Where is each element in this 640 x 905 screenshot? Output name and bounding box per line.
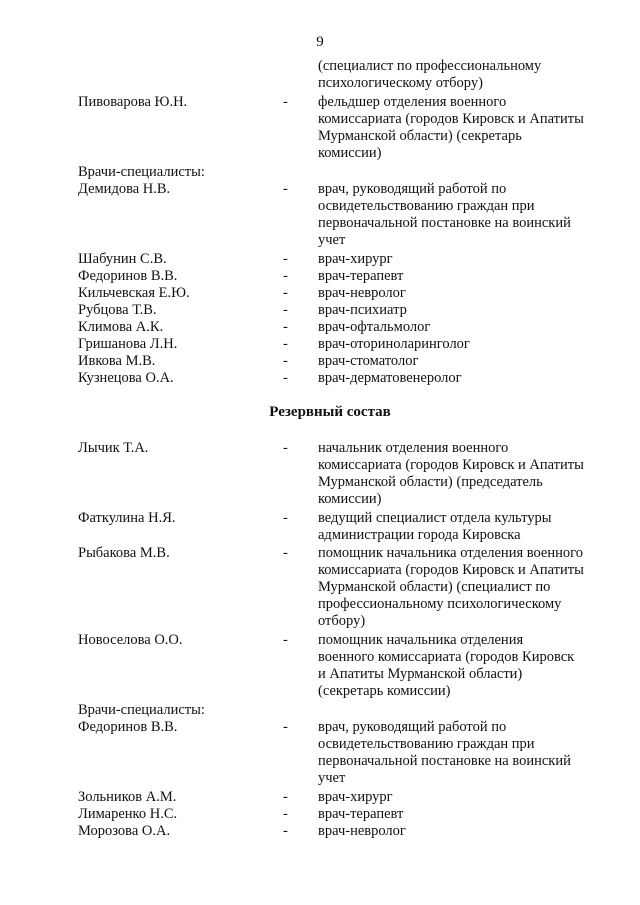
member-name: Пивоварова Ю.Н. [78,94,188,110]
member-role: начальник отделения военного комиссариата (городов Кировск и Апатиты Мурманской области) (председатель комиссии) [318,440,584,507]
member-role: врач-оториноларинголог [318,336,470,352]
member-name: Морозова О.А. [78,823,171,839]
dash-separator: - [283,181,288,197]
member-role: помощник начальника отделения военного комиссариата (городов Кировск и Апатиты Мурманской области) (секретарь комиссии) [318,632,575,699]
member-name: Шабунин С.В. [78,251,167,267]
member-name: Ивкова М.В. [78,353,156,369]
dash-separator: - [283,789,288,805]
member-role: врач-терапевт [318,268,404,284]
member-role: врач-хирург [318,789,393,805]
member-name: Новоселова О.О. [78,632,183,648]
dash-separator: - [283,823,288,839]
member-role: врач-невролог [318,285,406,301]
dash-separator: - [283,285,288,301]
dash-separator: - [283,545,288,561]
dash-separator: - [283,719,288,735]
member-name: Рубцова Т.В. [78,302,157,318]
member-name: Кузнецова О.А. [78,370,174,386]
member-role: врач-стоматолог [318,353,419,369]
member-name: Кильчевская Е.Ю. [78,285,190,301]
member-name: Лимаренко Н.С. [78,806,178,822]
member-role: ведущий специалист отдела культуры администрации города Кировска [318,510,552,543]
member-role: фельдшер отделения военного комиссариата (городов Кировск и Апатиты Мурманской области) (секретарь комиссии) [318,94,584,161]
dash-separator: - [283,94,288,110]
member-role: врач-терапевт [318,806,404,822]
dash-separator: - [283,268,288,284]
member-role: врач, руководящий работой по освидетельствованию граждан при первоначальной постановке на воинский учет [318,181,571,248]
dash-separator: - [283,336,288,352]
member-role: (специалист по профессиональному психологическому отбору) [318,58,542,91]
member-role: врач-дерматовенеролог [318,370,462,386]
member-role: врач-невролог [318,823,406,839]
member-name: Зольников А.М. [78,789,177,805]
dash-separator: - [283,510,288,526]
dash-separator: - [283,370,288,386]
dash-separator: - [283,632,288,648]
member-role: врач-офтальмолог [318,319,431,335]
dash-separator: - [283,353,288,369]
member-role: врач-психиатр [318,302,407,318]
member-name: Демидова Н.В. [78,181,171,197]
member-name: Гришанова Л.Н. [78,336,178,352]
member-name: Климова А.К. [78,319,164,335]
doctors-heading-text: Врачи-специалисты: [78,702,205,718]
member-role: врач-хирург [318,251,393,267]
member-name: Лычик Т.А. [78,440,149,456]
dash-separator: - [283,251,288,267]
member-role: врач, руководящий работой по освидетельствованию граждан при первоначальной постановке на воинский учет [318,719,571,786]
dash-separator: - [283,302,288,318]
member-role: помощник начальника отделения военного комиссариата (городов Кировск и Апатиты Мурманской области) (специалист по профессиональному психологическому отбору) [318,545,584,629]
member-name: Фаткулина Н.Я. [78,510,176,526]
page-number: 9 [316,34,324,50]
member-name: Федоринов В.В. [78,719,178,735]
dash-separator: - [283,806,288,822]
dash-separator: - [283,319,288,335]
member-name: Рыбакова М.В. [78,545,170,561]
member-name: Федоринов В.В. [78,268,178,284]
section-title-reserve: Резервный состав [269,404,391,420]
dash-separator: - [283,440,288,456]
doctors-heading-text: Врачи-специалисты: [78,164,205,180]
